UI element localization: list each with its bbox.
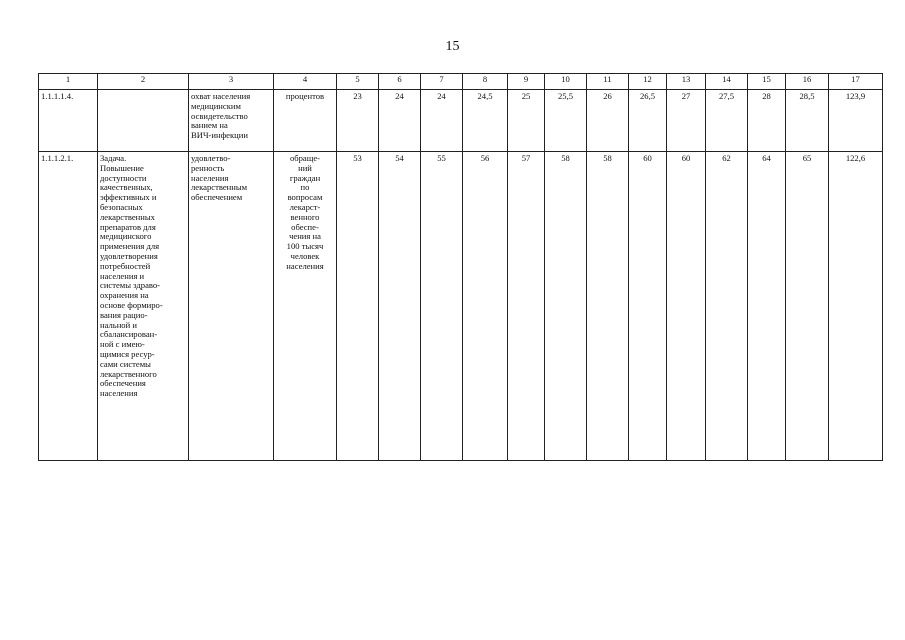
value-cell: 27,5: [706, 90, 748, 152]
value-cell: 55: [421, 152, 463, 461]
value-cell: 28: [748, 90, 786, 152]
value-cell: 25,5: [545, 90, 587, 152]
column-header: 16: [786, 74, 829, 90]
row-code: 1.1.1.2.1.: [39, 152, 98, 461]
value-cell: 60: [629, 152, 667, 461]
value-cell: 65: [786, 152, 829, 461]
table-header-row: [39, 74, 883, 90]
column-header: 2: [98, 74, 189, 90]
indicator-name: удовлетво- ренность населения лекарственным обеспечением: [189, 152, 274, 461]
value-cell: 56: [463, 152, 508, 461]
value-cell: 25: [508, 90, 545, 152]
column-header: 6: [379, 74, 421, 90]
value-cell: 64: [748, 152, 786, 461]
column-header: 7: [421, 74, 463, 90]
value-cell: 24: [421, 90, 463, 152]
unit-of-measure: обраще- ний граждан по вопросам лекарст- венного обеспе- чения на 100 тысяч человек населения: [274, 152, 337, 461]
value-cell: 57: [508, 152, 545, 461]
column-header: 10: [545, 74, 587, 90]
table-row: [39, 152, 883, 461]
data-table: [38, 73, 883, 461]
column-header: 9: [508, 74, 545, 90]
unit-of-measure: процентов: [274, 90, 337, 152]
value-cell: 58: [545, 152, 587, 461]
column-header: 3: [189, 74, 274, 90]
value-cell: 62: [706, 152, 748, 461]
value-cell: 24,5: [463, 90, 508, 152]
total-cell: 123,9: [829, 90, 883, 152]
value-cell: 28,5: [786, 90, 829, 152]
value-cell: 53: [337, 152, 379, 461]
value-cell: 24: [379, 90, 421, 152]
column-header: 4: [274, 74, 337, 90]
task-description: Задача. Повышение доступности качественных, эффективных и безопасных лекарственных препаратов для медицинского применения для удовлетворения потребностей населения и системы здраво- охранения на основе формиро- вания рацио- нальной и сбалансирован- ной с имею- щимися ресур- сами системы лекарственного обеспечения населения: [98, 152, 189, 461]
column-header: 12: [629, 74, 667, 90]
column-header: 8: [463, 74, 508, 90]
value-cell: 27: [667, 90, 706, 152]
value-cell: 26,5: [629, 90, 667, 152]
table-row: [39, 90, 883, 152]
value-cell: 54: [379, 152, 421, 461]
task-description: [98, 90, 189, 152]
page-number: 15: [445, 39, 460, 54]
value-cell: 26: [587, 90, 629, 152]
column-header: 13: [667, 74, 706, 90]
value-cell: 58: [587, 152, 629, 461]
row-code: 1.1.1.1.4.: [39, 90, 98, 152]
column-header: 14: [706, 74, 748, 90]
indicator-name: охват населения медицинским освидетельство ванием на ВИЧ-инфекции: [189, 90, 274, 152]
column-header: 11: [587, 74, 629, 90]
column-header: 1: [39, 74, 98, 90]
column-header: 17: [829, 74, 883, 90]
column-header: 5: [337, 74, 379, 90]
column-header: 15: [748, 74, 786, 90]
total-cell: 122,6: [829, 152, 883, 461]
value-cell: 23: [337, 90, 379, 152]
value-cell: 60: [667, 152, 706, 461]
